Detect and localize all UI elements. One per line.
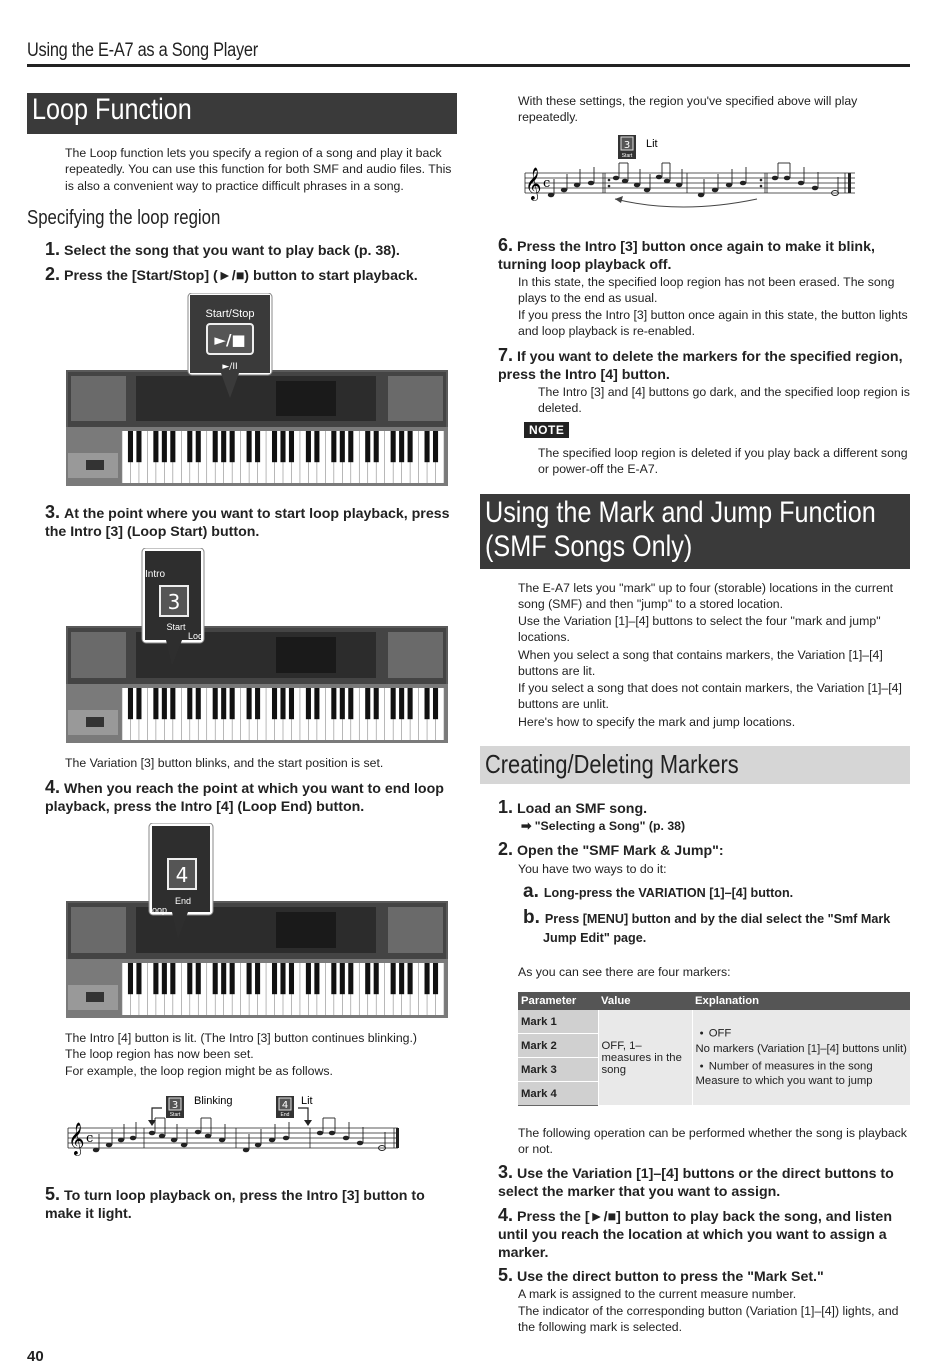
loop-after-step-3: The Variation [3] button blinks, and the start position is set. <box>65 756 384 770</box>
loop-intro: The Loop function lets you specify a region of a song and play it back repeatedly. You can use this function for both SMF and audio files. This is also a convenient way to practice difficult phrases in a song. <box>65 146 452 193</box>
score1-button-4 <box>276 1096 294 1118</box>
mark-intro-4: If you select a song that does not contain markers, the Variation [1]–[4] buttons are unlit. <box>518 681 902 712</box>
svg-text:𝄞: 𝄞 <box>525 167 542 200</box>
mark-option-b: b. Press [MENU] button and by the dial select the "Smf Mark Jump Edit" page. <box>523 907 891 945</box>
keyboard-illustration-1 <box>66 293 448 486</box>
section-heading-mark-jump: Using the Mark and Jump Function (SMF Songs Only) <box>480 494 910 569</box>
loop-step-3: 3. At the point where you want to start loop playback, press the Intro [3] (Loop Start) button. <box>45 502 450 540</box>
svg-text:𝄞: 𝄞 <box>68 1122 85 1155</box>
callout3-label: Start <box>166 622 186 632</box>
svg-text:c: c <box>86 1131 94 1146</box>
table-value-cell: OFF, 1–measures in the song <box>598 1010 692 1106</box>
header-title: Using the E-A7 as a Song Player <box>27 40 258 61</box>
loop-step-2: 2. Press the [Start/Stop] (►/■) button to start playback. <box>45 264 418 284</box>
callout4-label: End <box>174 896 192 906</box>
mark-step-5: 5. Use the direct button to press the "Mark Set." <box>498 1265 824 1285</box>
loop-step-4: 4. When you reach the point at which you want to end loop playback, press the Intro [4] (Loop End) button. <box>45 777 444 815</box>
loop-step-7: 7. If you want to delete the markers for the specified region, press the Intro [4] button. <box>498 345 903 383</box>
note-text: The specified loop region is deleted if you play back a different song or power-off the E-A7. <box>538 446 908 477</box>
section-heading-loop: Loop Function <box>27 93 457 134</box>
loop-step-1: 1. Select the song that you want to play back (p. 38). <box>45 239 400 259</box>
svg-text:End: End <box>280 1112 290 1118</box>
subheading-loop-region: Specifying the loop region <box>27 207 221 229</box>
callout4-extra: oop <box>152 905 168 915</box>
keyboard-illustration-3 <box>66 823 448 1018</box>
table-row: Mark 2 <box>518 1034 910 1058</box>
callout3-top: Intro <box>145 569 166 580</box>
svg-text:c: c <box>543 176 551 191</box>
mark-step-3: 3. Use the Variation [1]–[4] buttons or the direct buttons to select the marker that you want to assign. <box>498 1162 894 1200</box>
mark-option-a: a. Long-press the VARIATION [1]–[4] button. <box>523 881 794 902</box>
mark-intro-1: The E-A7 lets you "mark" up to four (storable) locations in the current song (SMF) and then "jump" to a stored location. <box>518 581 894 612</box>
table-explanation-cell: ● OFF No markers (Variation [1]–[4] buttons unlit) ● Number of measures in the song Measure to which you want to jump <box>692 1010 910 1106</box>
note-badge: NOTE <box>524 422 569 438</box>
loop-after-step-4-line1: The Intro [4] button is lit. (The Intro [3] button continues blinking.) <box>65 1031 418 1045</box>
score1-lit-label: Lit <box>301 1095 313 1107</box>
mark-step-2-sub: You have two ways to do it: <box>518 862 667 876</box>
mark-intro-3: When you select a song that contains markers, the Variation [1]–[4] buttons are lit. <box>518 648 883 679</box>
loop-step-5: 5. To turn loop playback on, press the Intro [3] button to make it light. <box>45 1184 425 1222</box>
music-score-example-1 <box>64 1092 404 1162</box>
mark-step-4: 4. Press the [►/■] button to play back the song, and listen until you reach the location at which you want to assign a marker. <box>498 1205 892 1261</box>
callout3-extra: Loo <box>188 631 204 641</box>
callout1-sub: ►/II <box>222 362 238 372</box>
page-number: 40 <box>27 1348 44 1365</box>
score1-button-3 <box>166 1096 184 1118</box>
callout4-num: 4 <box>175 863 189 887</box>
music-score-example-2 <box>521 133 861 211</box>
score2-button-3 <box>618 135 636 159</box>
score1-blinking-label: Blinking <box>194 1095 233 1107</box>
mark-after-step-5-line1: A mark is assigned to the current measure number. <box>518 1287 797 1301</box>
subheading-markers: Creating/Deleting Markers <box>480 746 910 784</box>
table-row: Mark 3 <box>518 1058 910 1082</box>
table-header-parameter: Parameter <box>518 992 598 1010</box>
svg-text:3: 3 <box>171 1100 179 1111</box>
mark-step-1-ref: ➡ "Selecting a Song" (p. 38) <box>521 819 686 833</box>
table-header-explanation: Explanation <box>692 992 910 1010</box>
svg-text:Start: Start <box>169 1112 181 1118</box>
loop-after-step-4-line3: For example, the loop region might be as follows. <box>65 1064 333 1078</box>
table-row: Mark 1 OFF, 1–measures in the song ● OFF No markers (Variation [1]–[4] buttons unlit) ● Number of measures in the song Measure to which you want to jump <box>518 1010 910 1034</box>
mark-step-1: 1. Load an SMF song. <box>498 797 648 817</box>
running-header <box>27 40 910 67</box>
svg-text:Start: Start <box>621 153 633 159</box>
mark-intro-5: Here's how to specify the mark and jump locations. <box>518 715 796 729</box>
following-operation-text: The following operation can be performed whether the song is playback or not. <box>518 1126 907 1157</box>
mark-step-2: 2. Open the "SMF Mark & Jump": <box>498 839 724 859</box>
marker-parameter-table <box>518 992 910 1106</box>
loop-after-step-6-line1: In this state, the specified loop region has not been erased. The song plays to the end as usual. <box>518 275 895 306</box>
loop-after-step-6-line2: If you press the Intro [3] button once again in this state, the button lights and loop playback is re-enabled. <box>518 308 908 339</box>
svg-text:3: 3 <box>623 140 631 151</box>
mark-after-step-5-line2: The indicator of the corresponding button (Variation [1]–[4]) lights, and the following mark is selected. <box>518 1304 899 1335</box>
table-header-value: Value <box>598 992 692 1010</box>
four-markers-text: As you can see there are four markers: <box>518 965 731 979</box>
mark-intro-2: Use the Variation [1]–[4] buttons to select the four "mark and jump" locations. <box>518 614 881 645</box>
keyboard-illustration-2 <box>66 548 448 743</box>
loop-after-step-4-line2: The loop region has now been set. <box>65 1047 254 1061</box>
loop-after-step-7: The Intro [3] and [4] buttons go dark, and the specified loop region is deleted. <box>538 385 910 416</box>
score2-lit-label: Lit <box>646 138 658 150</box>
table-row: Mark 4 <box>518 1082 910 1106</box>
callout1-symbol: ►/■ <box>214 331 246 349</box>
loop-step-6: 6. Press the Intro [3] button once again to make it blink, turning loop playback off. <box>498 235 875 273</box>
callout1-label: Start/Stop <box>205 308 255 320</box>
svg-text:4: 4 <box>281 1100 289 1111</box>
callout3-num: 3 <box>167 590 181 614</box>
with-settings-text: With these settings, the region you've specified above will play repeatedly. <box>518 94 858 125</box>
